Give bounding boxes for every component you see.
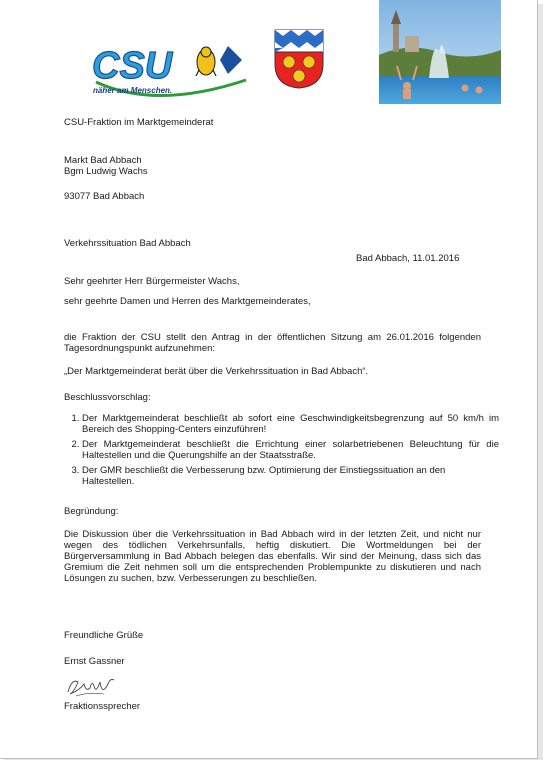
- signer-name: Ernst Gassner: [64, 656, 125, 667]
- coat-of-arms: [273, 28, 325, 90]
- intro-paragraph: die Fraktion der CSU stellt den Antrag in der öffentlichen Sitzung am 26.01.2016 folgenden Tagesordnungspunkt aufzunehmen:: [64, 332, 481, 354]
- agenda-item: „Der Marktgemeinderat berät über die Verkehrssituation in Bad Abbach“.: [64, 366, 369, 377]
- recipient-line-3: 93077 Bad Abbach: [64, 191, 145, 202]
- page-shadow-right: [538, 4, 543, 760]
- proposal-heading: Beschlussvorschlag:: [64, 392, 151, 403]
- reason-heading: Begründung:: [64, 506, 119, 517]
- sender-line: CSU-Fraktion im Marktgemeinderat: [64, 117, 214, 128]
- csu-logo: [86, 40, 256, 106]
- salutation-1: Sehr geehrter Herr Bürgermeister Wachs,: [64, 276, 240, 287]
- subject-line: Verkehrssituation Bad Abbach: [64, 238, 191, 249]
- signer-role: Fraktionssprecher: [64, 701, 141, 712]
- bavarian-lozenge-icon: [275, 30, 323, 52]
- salutation-2: sehr geehrte Damen und Herren des Marktgemeinderates,: [64, 296, 311, 307]
- handwritten-signature: [64, 672, 118, 700]
- header-photo: [379, 0, 501, 104]
- recipient-line-1: Markt Bad Abbach: [64, 155, 142, 166]
- reason-paragraph: Die Diskussion über die Verkehrssituation in Bad Abbach wird in der letzten Zeit, und nicht nur wegen des tödlichen Verkehrsunfalls, heftig diskutiert. Die Wortmeldungen bei der Bürgerversammlung in Bad Abbach belegen das ebenfalls. Wir sind der Meinung, dass sich das Gremium die Zeit nehmen soll um die entsprechenden Problempunkte zu diskutieren und nach Lösungen zu suchen, bzw. Verbesserungen zu beschließen.: [64, 529, 481, 584]
- proposal-item: 1. Der Marktgemeinderat beschließt ab sofort eine Geschwindigkeitsbegrenzung auf 50 km/h im Bereich des Shopping-Centers einzuführen!: [82, 413, 499, 435]
- closing-line: Freundliche Grüße: [64, 630, 144, 641]
- letter-date: Bad Abbach, 11.01.2016: [356, 253, 460, 264]
- diamond-icon: [220, 46, 242, 74]
- proposal-list: [64, 413, 499, 491]
- proposal-item: 3. Der GMR beschließt die Verbesserung bzw. Optimierung der Einstiegssituation an den Haltestellen.: [82, 465, 499, 487]
- lion-icon: [196, 47, 216, 76]
- recipient-line-2: Bgm Ludwig Wachs: [64, 166, 148, 177]
- proposal-item: 2. Der Marktgemeinderat beschließt die Errichtung einer solarbetriebenen Beleuchtung für die Haltestellen und die Querungshilfe an der Staatsstraße.: [82, 439, 499, 461]
- csu-tagline: näher am Menschen.: [93, 86, 173, 95]
- csu-logo-text: CSU: [92, 45, 173, 87]
